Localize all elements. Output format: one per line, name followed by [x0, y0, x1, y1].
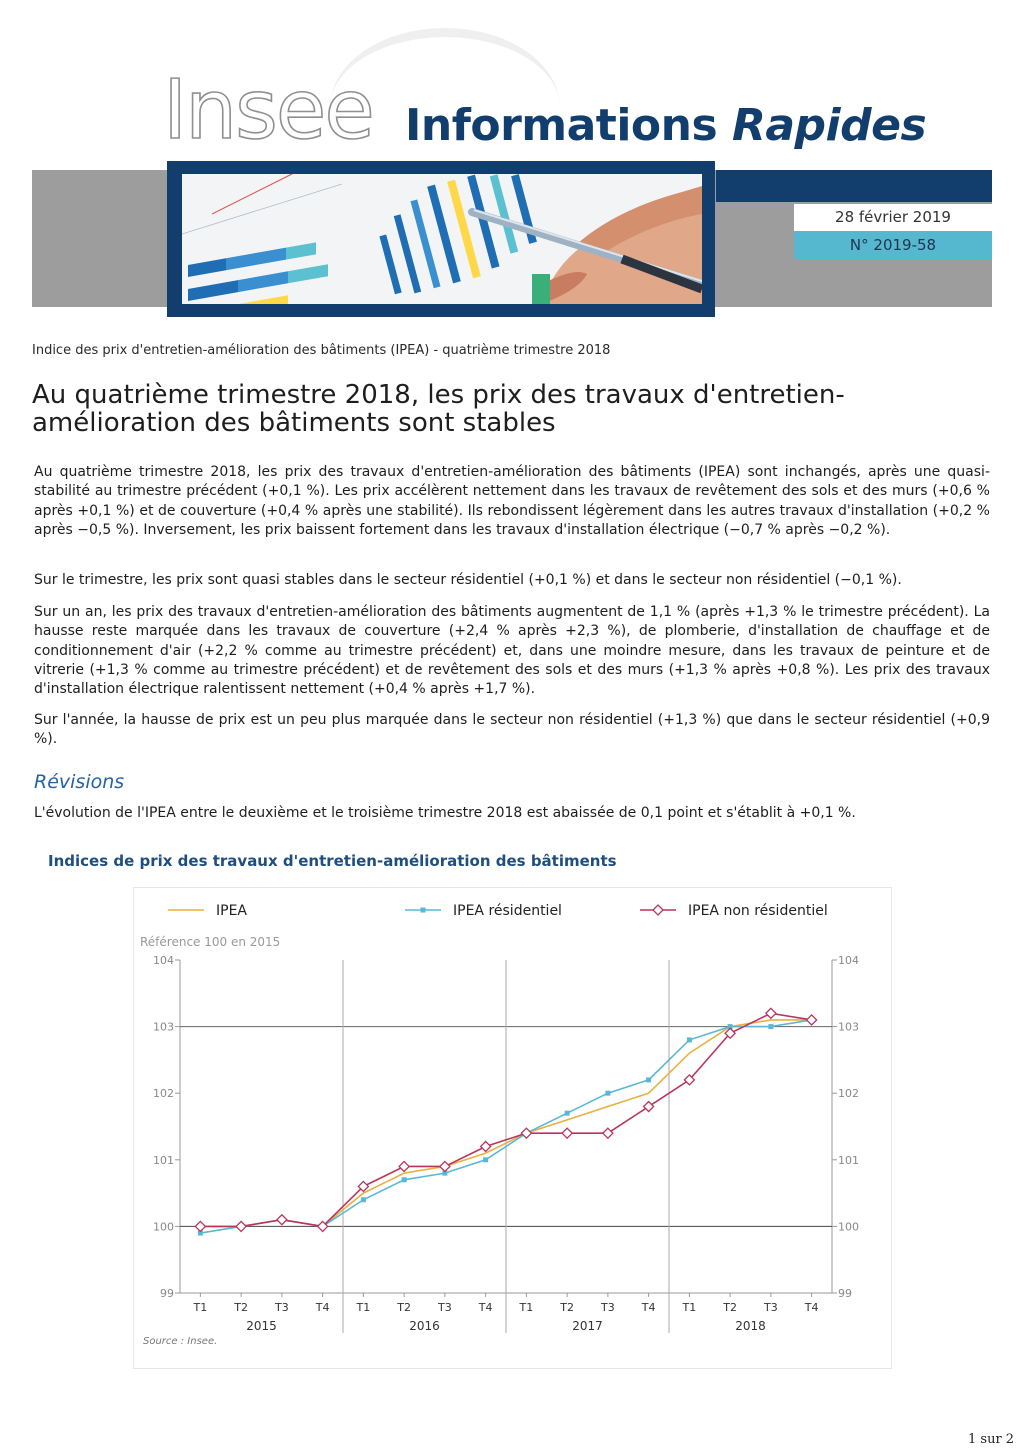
x-tick-label: T4: [641, 1301, 656, 1314]
publication-title-regular: Informations: [405, 100, 732, 151]
data-point-residentiel: [768, 1024, 773, 1029]
data-point-non-residentiel: [399, 1161, 409, 1171]
x-tick-label: T3: [438, 1301, 452, 1314]
paragraph-1: Au quatrième trimestre 2018, les prix des travaux d'entretien-amélioration des bâtiments (IPEA) sont inchangés, après une quasi-stabilité au trimestre précédent (+0,1 %). Les prix accélèrent nettement dans les travaux de revêtement des sols et des murs (+0,6 % après +0,1 %) et de couverture (+0,4 % après une stabilité). Ils rebondissent légèrement dans les autres travaux d'installation (+0,2 % après −0,5 %). Inversement, les prix baissent fortement dans les travaux d'installation électrique (−0,7 % après −0,2 %).: [34, 464, 990, 538]
data-point-non-residentiel: [236, 1221, 246, 1231]
x-tick-label: T2: [560, 1301, 574, 1314]
y-tick-label-right: 101: [838, 1153, 859, 1167]
issue-number: N° 2019-58: [794, 232, 992, 259]
headline: Au quatrième trimestre 2018, les prix des travaux d'entretien-amélioration des bâtiments sont stables: [32, 380, 845, 438]
data-point-non-residentiel: [521, 1128, 531, 1138]
x-tick-label: T1: [193, 1301, 208, 1314]
y-tick-label-right: 104: [838, 954, 859, 967]
paragraph-2: Sur le trimestre, les prix sont quasi stables dans le secteur résidentiel (+0,1 %) et dans le secteur non résidentiel (−0,1 %).: [34, 572, 902, 588]
x-tick-label: T2: [723, 1301, 737, 1314]
publication-title-italic: Rapides: [731, 100, 927, 151]
y-tick-label-right: 99: [838, 1287, 852, 1300]
revisions-heading: Révisions: [34, 771, 125, 793]
insee-logo: Insee: [163, 63, 373, 158]
legend-label-2: IPEA non résidentiel: [688, 903, 828, 919]
publication-date: 28 février 2019: [794, 204, 992, 231]
year-label: 2017: [572, 1319, 603, 1333]
page-number: 1 sur 2: [968, 1432, 1015, 1447]
x-tick-label: T2: [234, 1301, 248, 1314]
legend-marker-2: [653, 905, 663, 915]
y-tick-label-left: 104: [153, 954, 174, 967]
y-tick-label-left: 100: [153, 1220, 174, 1234]
x-tick-label: T3: [601, 1301, 615, 1314]
data-point-residentiel: [687, 1037, 692, 1042]
x-tick-label: T1: [356, 1301, 371, 1314]
legend-marker-1: [421, 908, 426, 913]
year-label: 2018: [735, 1319, 766, 1333]
data-point-non-residentiel: [195, 1221, 205, 1231]
data-point-non-residentiel: [277, 1215, 287, 1225]
data-point-non-residentiel: [644, 1102, 654, 1112]
data-point-non-residentiel: [766, 1008, 776, 1018]
year-label: 2016: [409, 1319, 440, 1333]
y-tick-label-left: 102: [153, 1087, 174, 1101]
data-point-residentiel: [646, 1077, 651, 1082]
data-point-residentiel: [483, 1157, 488, 1162]
x-tick-label: T4: [478, 1301, 493, 1314]
revisions-text: L'évolution de l'IPEA entre le deuxième et le troisième trimestre 2018 est abaissée de 0,1 point et s'établit à +0,1 %.: [34, 805, 856, 821]
x-tick-label: T4: [315, 1301, 330, 1314]
data-point-residentiel: [402, 1177, 407, 1182]
x-tick-label: T1: [519, 1301, 534, 1314]
data-point-non-residentiel: [440, 1161, 450, 1171]
x-tick-label: T1: [682, 1301, 697, 1314]
data-point-non-residentiel: [603, 1128, 613, 1138]
y-tick-label-left: 99: [160, 1287, 174, 1300]
x-tick-label: T3: [275, 1301, 289, 1314]
data-point-non-residentiel: [481, 1141, 491, 1151]
x-tick-label: T3: [764, 1301, 778, 1314]
paragraph-4: Sur l'année, la hausse de prix est un peu plus marquée dans le secteur non résidentiel (+1,3 %) que dans le secteur résidentiel (+0,9 %).: [34, 712, 990, 748]
x-tick-label: T2: [397, 1301, 411, 1314]
data-point-residentiel: [361, 1197, 366, 1202]
chart-source: Source : Insee.: [143, 1336, 218, 1347]
chart-title: Indices de prix des travaux d'entretien-amélioration des bâtiments: [48, 852, 617, 870]
kicker: Indice des prix d'entretien-amélioration des bâtiments (IPEA) - quatrième trimestre 2018: [32, 343, 611, 358]
x-tick-label: T4: [804, 1301, 819, 1314]
legend-label-0: IPEA: [216, 903, 247, 919]
y-tick-label-right: 102: [838, 1087, 859, 1101]
year-label: 2015: [246, 1319, 277, 1333]
data-point-non-residentiel: [562, 1128, 572, 1138]
y-tick-label-left: 101: [153, 1153, 174, 1167]
y-tick-label-left: 103: [153, 1020, 174, 1034]
data-point-non-residentiel: [807, 1015, 817, 1025]
legend-label-1: IPEA résidentiel: [453, 903, 562, 919]
data-point-residentiel: [565, 1111, 570, 1116]
y-tick-label-right: 103: [838, 1020, 859, 1034]
data-point-residentiel: [605, 1091, 610, 1096]
paragraph-3: Sur un an, les prix des travaux d'entretien-amélioration des bâtiments augmentent de 1,1 % (après +1,3 % le trimestre précédent). La hausse reste marquée dans les travaux de couverture (+2,4 % après +2,3 %), de plomberie, d'installation de chauffage et de conditionnement d'air (+2,2 % comme au trimestre précédent) et, dans une moindre mesure, dans les travaux de peinture et de vitrerie (+1,3 % comme au trimestre précédent) et de revêtement des sols et des murs (+1,3 % après +0,8 %). Les prix des travaux d'installation électrique ralentissent nettement (+0,4 % après +1,7 %).: [34, 604, 990, 698]
chart-reference-note: Référence 100 en 2015: [140, 935, 281, 949]
y-tick-label-right: 100: [838, 1220, 859, 1234]
